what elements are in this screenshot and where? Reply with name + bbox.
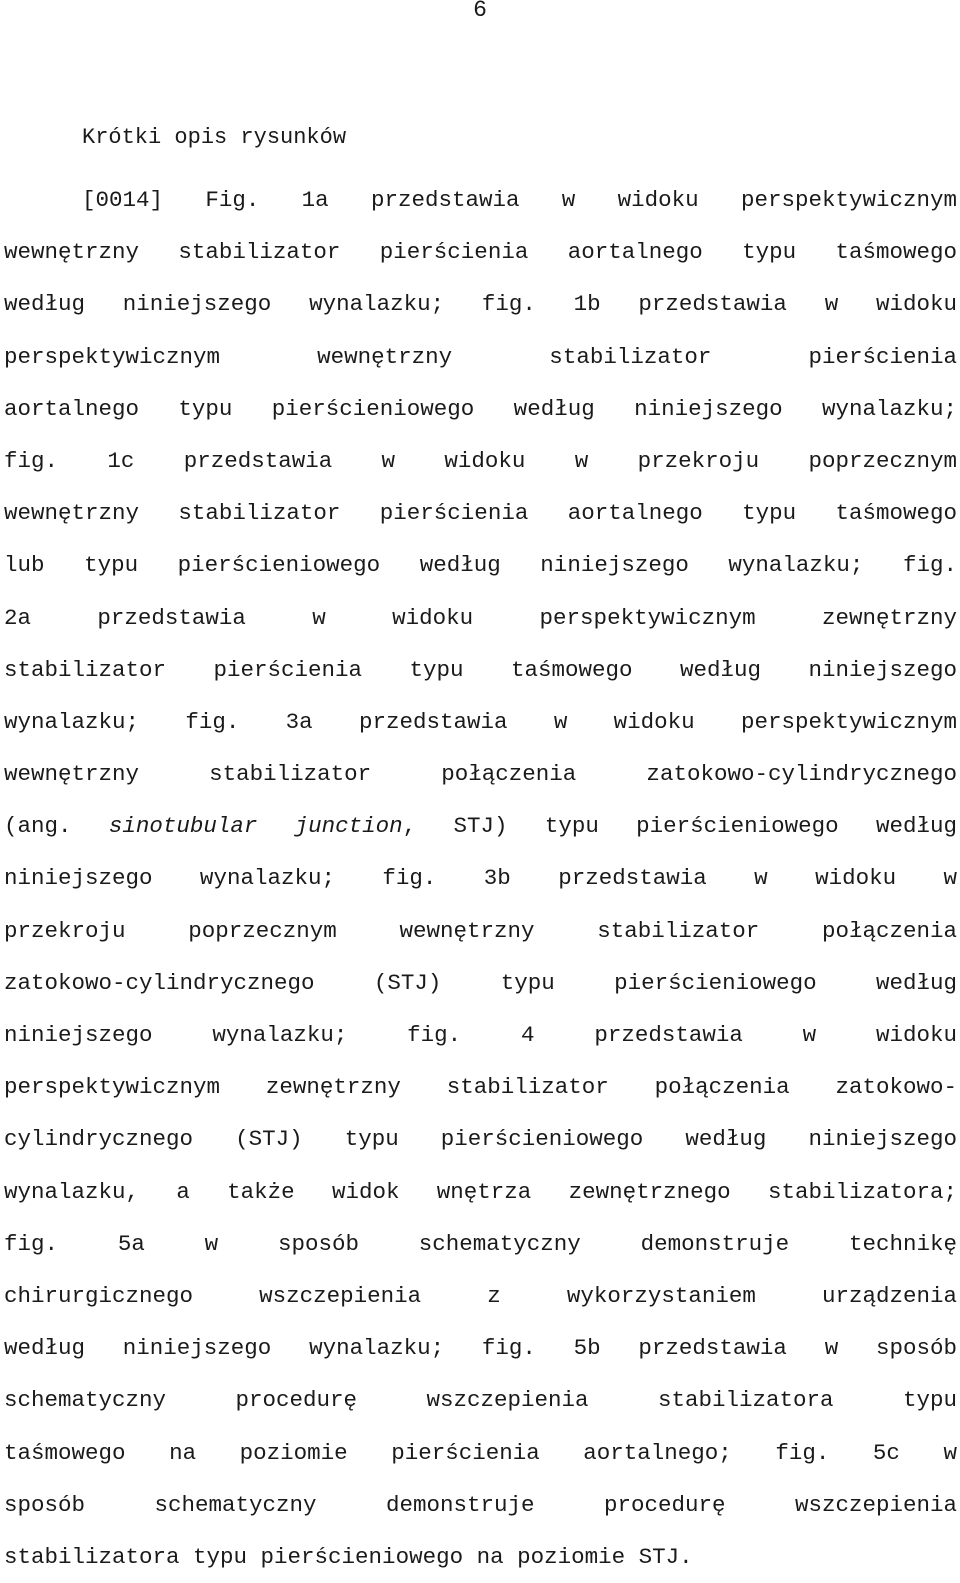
text-line: według niniejszego wynalazku; fig. 1b przedstawia w widoku [4, 291, 957, 318]
text-line: wewnętrzny stabilizator pierścienia aortalnego typu taśmowego [4, 500, 957, 527]
text-line: perspektywicznym wewnętrzny stabilizator pierścienia [4, 343, 957, 370]
text-segment: , STJ) typu pierścieniowego według [402, 813, 958, 840]
section-heading: Krótki opis rysunków [82, 125, 347, 150]
text-line: taśmowego na poziomie pierścienia aortalnego; fig. 5c w [4, 1439, 957, 1466]
text-line: [0014] Fig. 1a przedstawia w widoku perspektywicznym [82, 187, 957, 213]
text-line: chirurgicznego wszczepienia z wykorzystaniem urządzenia [4, 1282, 957, 1309]
text-line: wynalazku; fig. 3a przedstawia w widoku perspektywicznym [4, 708, 957, 735]
text-line: lub typu pierścieniowego według niniejszego wynalazku; fig. [4, 552, 957, 579]
text-line: wewnętrzny stabilizator połączenia zatokowo-cylindrycznego [4, 761, 957, 788]
text-line: niniejszego wynalazku; fig. 3b przedstawia w widoku w [4, 865, 957, 892]
text-line: perspektywicznym zewnętrzny stabilizator połączenia zatokowo- [4, 1074, 957, 1101]
text-line: fig. 5a w sposób schematyczny demonstruje technikę [4, 1230, 957, 1257]
text-line: 2a przedstawia w widoku perspektywicznym zewnętrzny [4, 604, 957, 631]
text-line: niniejszego wynalazku; fig. 4 przedstawia w widoku [4, 1022, 957, 1048]
paragraph-0014 [4, 174, 957, 1583]
text-line: przekroju poprzecznym wewnętrzny stabilizator połączenia [4, 917, 957, 944]
text-line: według niniejszego wynalazku; fig. 5b przedstawia w sposób [4, 1335, 957, 1362]
text-line: cylindrycznego (STJ) typu pierścieniowego według niniejszego [4, 1126, 957, 1153]
text-line: stabilizator pierścienia typu taśmowego według niniejszego [4, 656, 957, 683]
text-line: stabilizatora typu pierścieniowego na poziomie STJ. [4, 1543, 693, 1570]
italic-term: sinotubular junction [108, 813, 403, 840]
text-line: wewnętrzny stabilizator pierścienia aortalnego typu taśmowego [4, 239, 957, 266]
text-segment: (ang. [4, 813, 109, 840]
text-line: wynalazku, a także widok wnętrza zewnętrznego stabilizatora; [4, 1178, 957, 1205]
page-number: 6 [473, 0, 487, 23]
text-line: fig. 1c przedstawia w widoku w przekroju poprzecznym [4, 447, 957, 474]
text-line: zatokowo-cylindrycznego (STJ) typu pierścieniowego według [4, 969, 957, 996]
text-line: aortalnego typu pierścieniowego według niniejszego wynalazku; [4, 395, 957, 422]
text-line: sposób schematyczny demonstruje procedurę wszczepienia [4, 1491, 957, 1518]
text-line: schematyczny procedurę wszczepienia stabilizatora typu [4, 1387, 957, 1414]
text-line [4, 800, 957, 852]
